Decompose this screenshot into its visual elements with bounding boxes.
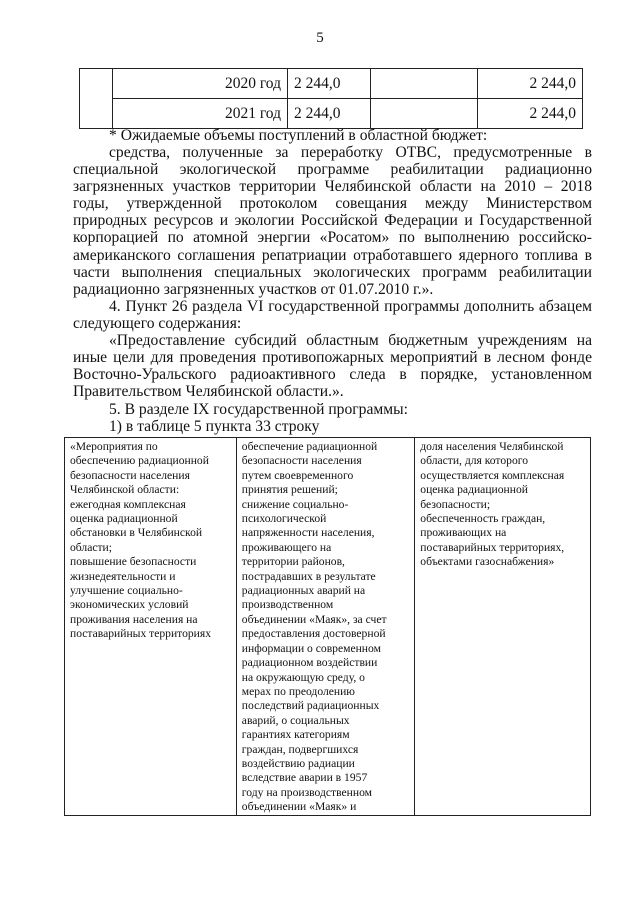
budget-table (79, 68, 583, 129)
cell-line: безопасности; (420, 497, 491, 511)
cell-line: гарантиях категориям (241, 728, 350, 742)
table-row (65, 438, 591, 816)
value-cell (371, 99, 478, 129)
cell-line: ежегодная комплексная (70, 497, 186, 511)
year-cell: 2021 год (113, 99, 288, 129)
cell-line: доля населения Челябинской (420, 440, 564, 453)
cell-line: напряженности населения, (241, 526, 375, 540)
cell-line: поставарийных территориях (70, 627, 212, 641)
cell-line: психологической (241, 512, 327, 526)
outcomes-cell (236, 438, 414, 816)
cell-line: граждан, подвергшихся (241, 742, 359, 756)
cell-line: проживания населения на (70, 612, 198, 626)
paragraph-item-5-1: 1) в таблице 5 пункта 33 строку (109, 418, 320, 435)
empty-cell (80, 69, 113, 129)
cell-line: безопасности населения (70, 468, 190, 482)
value-cell: 2 244,0 (288, 69, 371, 99)
cell-line: обеспеченность граждан, (420, 512, 546, 526)
cell-line: обстановки в Челябинской (70, 526, 203, 540)
paragraph-item-4: 4. Пункт 26 раздела VI государственной программы дополнить абзацем следующего содержания: (73, 298, 592, 333)
value-cell: 2 244,0 (478, 69, 583, 99)
cell-line: аварий, о социальных (241, 713, 350, 727)
value-cell: 2 244,0 (478, 99, 583, 129)
cell-line: объектами газоснабжения» (420, 555, 555, 569)
cell-line: вследствие аварии в 1957 (241, 771, 368, 785)
indicators-cell (415, 438, 591, 816)
cell-line: объединении «Маяк», за счет (241, 612, 387, 626)
cell-line: «Мероприятия по (70, 440, 158, 453)
cell-line: осуществляется комплексная (420, 468, 565, 482)
measures-table (64, 437, 591, 816)
cell-line: обеспечение радиационной (241, 440, 378, 453)
cell-line: году на производственном (241, 785, 372, 799)
cell-line: оценка радиационной (70, 512, 178, 526)
cell-line: пострадавших в результате (241, 569, 376, 583)
cell-line: обеспечению радиационной (70, 454, 209, 468)
value-cell: 2 244,0 (288, 99, 371, 129)
table-row (80, 99, 583, 129)
cell-line: воздействию радиации (241, 756, 355, 770)
page-number: 5 (316, 30, 324, 46)
cell-line: объединении «Маяк» и (241, 800, 357, 814)
measures-cell (65, 438, 237, 816)
cell-line: экономических условий (70, 598, 189, 612)
footnote: * Ожидаемые объемы поступлений в областной бюджет: (109, 127, 488, 144)
value-cell (371, 69, 478, 99)
cell-line: проживающего на (241, 540, 332, 554)
cell-line: области; (70, 540, 112, 554)
cell-line: поставарийных территориях, (420, 540, 565, 554)
cell-line: повышение безопасности (70, 555, 197, 569)
cell-line: производственном (241, 598, 334, 612)
paragraph-quote: «Предоставление субсидий областным бюджетным учреждениям на иные цели для проведения противопожарных мероприятий в лесном фонде Восточно-Уральского радиоактивного следа в порядке, установленном Правительством Челябинской области.». (73, 332, 592, 401)
cell-line: информации о современном (241, 641, 381, 655)
cell-line: снижение социально- (241, 497, 349, 511)
cell-line: радиационных аварий на (241, 584, 366, 598)
cell-line: улучшение социально- (70, 584, 183, 598)
paragraph-funds: средства, полученные за переработку ОТВС, предусмотренные в специальной экологической программе реабилитации радиационно загрязненных участков территории Челябинской области на 2010 – 2018 годы, утвержденной протоколом совещания между Министерством природных ресурсов и экологии Российской Федерации и Государственной корпорацией по атомной энергии «Росатом» по выполнению российско-американского соглашения репатриации отработавшего ядерного топлива в части выполнения специальных экологических программ реабилитации радиационно загрязненных участков от 01.07.2010 г.». (73, 144, 592, 298)
cell-line: территории районов, (241, 555, 345, 569)
table-row (80, 69, 583, 99)
cell-line: жизнедеятельности и (70, 569, 176, 583)
cell-line: принятия решений; (241, 483, 338, 497)
cell-line: последствий радиационных (241, 699, 380, 713)
cell-line: путем своевременного (241, 468, 354, 482)
cell-line: мерах по преодолению (241, 684, 355, 698)
cell-line: проживающих на (420, 526, 507, 540)
cell-line: радиационном воздействии (241, 656, 378, 670)
year-cell: 2020 год (113, 69, 288, 99)
cell-line: предоставления достоверной (241, 627, 386, 641)
cell-line: Челябинской области: (70, 483, 180, 497)
paragraph-item-5: 5. В разделе IX государственной программы: (109, 401, 408, 418)
cell-line: оценка радиационной (420, 483, 528, 497)
cell-line: на окружающую среду, о (241, 670, 365, 684)
cell-line: области, для которого (420, 454, 529, 468)
cell-line: безопасности населения (241, 454, 362, 468)
